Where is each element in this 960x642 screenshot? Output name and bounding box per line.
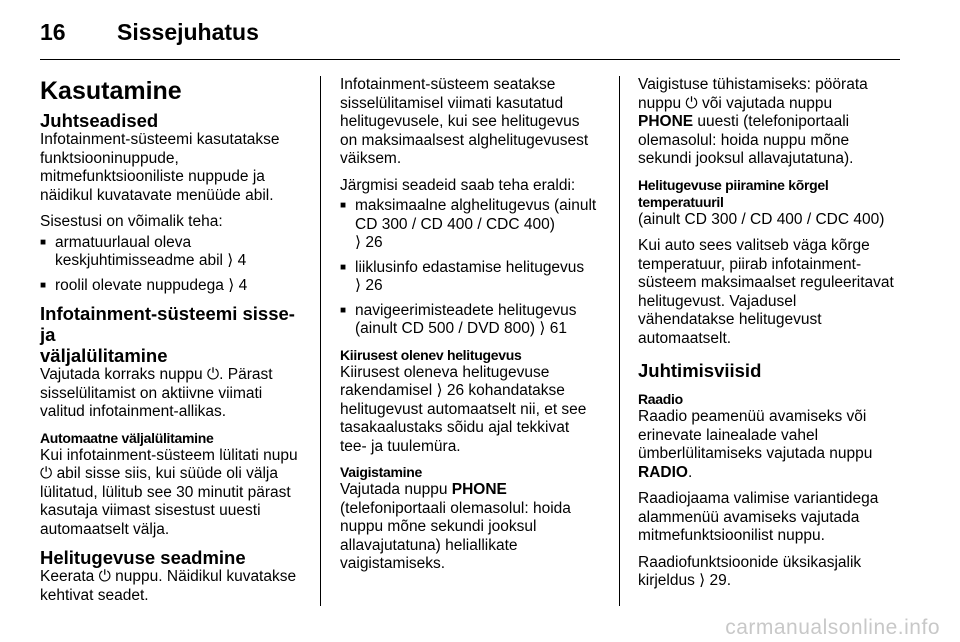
column-3: [638, 76, 908, 599]
column-divider: [619, 76, 620, 606]
list-item: ■ armatuurlaual oleva keskjuhtimisseadme abil ⟩ 4: [40, 234, 310, 271]
radio-reference-text: Raadiofunktsioonide üksikasjalik kirjeldus ⟩ 29.: [638, 553, 862, 589]
speed-volume-text: Kiirusest oleneva helitugevuse rakendamisel ⟩ 26 kohandatakse helitugevust automaatselt nii, et see tasakaalustaks sõidu ajal tekkivat tee- ja tuulemüra.: [340, 363, 587, 455]
temp-limit-text: Kui auto sees valitseb väga kõrge temperatuur, piirab infotainment- süsteem maksimaalset reguleeritavat helitugevust. Vajadusel vähendatakse helitugevust automaatselt.: [638, 237, 894, 347]
column-divider: [320, 76, 321, 606]
unmute-text: Vaigistuse tühistamiseks: pöörata nuppu ⏻ või vajutada nuppu PHONE uuesti (telefoniportaali olemasolul: hoida nuppu mõne sekundi jooksul allavajutatuna).: [638, 76, 868, 167]
page-header: [40, 19, 920, 59]
temp-limit-heading: Helitugevuse piiramine kõrgel temperatuuril: [638, 176, 829, 210]
onoff-heading: Infotainment-süsteemi sisse- ja väljalülitamine: [40, 303, 295, 366]
phone-key-label: PHONE: [451, 481, 507, 498]
modes-heading: Juhtimisviisid: [638, 360, 762, 381]
volume-text: Keerata ⏻ nuppu. Näidikul kuvatakse kehtivat seadet.: [40, 568, 297, 604]
settings-list: [340, 197, 610, 339]
startup-volume-text: Infotainment-süsteem seatakse sisselülitamisel viimati kasutatud helitugevusele, kui see helitugevus on maksimaalsest alghelitugevusest väiksem.: [340, 76, 589, 167]
onoff-text: Vajutada korraks nuppu ⏻. Pärast sisselülitamist on aktiivne viimati valitud infotainment-allikas.: [40, 366, 273, 420]
column-1: [40, 76, 310, 613]
radio-heading: Raadio: [638, 391, 683, 407]
speed-volume-heading: Kiirusest olenev helitugevus: [340, 346, 522, 363]
input-intro: Sisestusi on võimalik teha:: [40, 213, 223, 230]
header-divider: [40, 59, 900, 60]
page-number: 16: [40, 19, 66, 45]
volume-heading: Helitugevuse seadmine: [40, 547, 246, 568]
radio-text: Raadio peamenüü avamiseks või erinevate lainealade vahel ümberlülitamiseks vajutada nuppu RADIO.: [638, 408, 873, 481]
mute-heading: Vaigistamine: [340, 464, 422, 480]
list-item: ■ roolil olevate nuppudega ⟩ 4: [40, 277, 310, 296]
list-item: ■ navigeerimisteadete helitugevus (ainult CD 500 / DVD 800) ⟩ 61: [340, 302, 610, 339]
separate-settings-intro: Järgmisi seadeid saab teha eraldi:: [340, 176, 576, 194]
watermark: carmanualsonline.info: [725, 616, 940, 639]
auto-off-text: Kui infotainment-süsteem lülitati nupu ⏻ abil sisse siis, kui süüde oli välja lülitatud, lülitub see 30 minutit pärast kasutaja viimast sisestust uuesti automaatselt välja.: [40, 446, 298, 538]
auto-off-heading: Automaatne väljalülitamine: [40, 429, 214, 446]
phone-key-label: PHONE: [638, 113, 694, 130]
chapter-title: Sissejuhatus: [117, 19, 259, 45]
temp-limit-models: (ainult CD 300 / CD 400 / CDC 400): [638, 210, 885, 228]
radio-submenu-text: Raadiojaama valimise variantidega alammenüü avamiseks vajutada mitmefunktsioonilist nuppu.: [638, 490, 879, 544]
column-2: [340, 76, 610, 582]
input-list: [40, 234, 310, 296]
list-item: ■ maksimaalne alghelitugevus (ainult CD 300 / CD 400 / CDC 400) ⟩ 26: [340, 197, 610, 253]
radio-key-label: RADIO: [638, 463, 688, 481]
section-title: Kasutamine: [40, 77, 182, 105]
mute-text: Vajutada nuppu PHONE (telefoniportaali olemasolul: hoida nuppu mõne sekundi jooksul allavajutatuna) heliallikate vaigistamiseks.: [340, 481, 571, 572]
list-item: ■ liiklusinfo edastamise helitugevus ⟩ 26: [340, 259, 610, 296]
controls-heading: Juhtseadised: [40, 110, 159, 131]
controls-text: Infotainment-süsteemi kasutatakse funktsiooninuppude, mitmefunktsiooniliste nuppude ja näidikul kuvatavate menüüde abil.: [40, 131, 280, 204]
